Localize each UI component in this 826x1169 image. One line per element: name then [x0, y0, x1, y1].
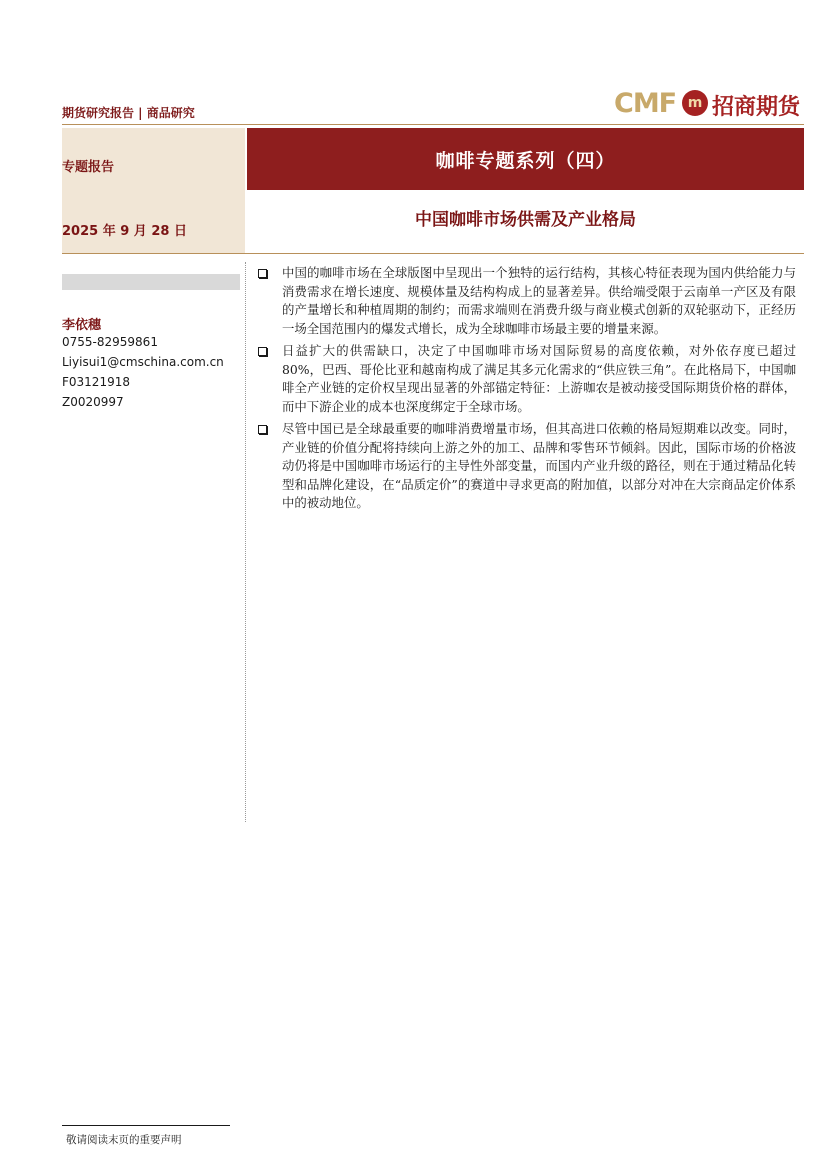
series-title-banner — [247, 128, 804, 190]
analyst-license-2: Z0020997 — [62, 395, 124, 409]
bullet-text: 尽管中国已是全球最重要的咖啡消费增量市场，但其高进口依赖的格局短期难以改变。同时，产业链的价值分配将持续向上游之外的加工、品牌和零售环节倾斜。因此，国际市场的价格波动仍将是中国咖啡市场运行的主导性外部变量，而国内产业升级的路径，则在于通过精品化转型和品牌化建设，在“品质定价”的赛道中寻求更高的附加值，以部分对冲在大宗商品定价体系中的被动地位。 — [282, 421, 796, 510]
sidebar-gray-bar — [62, 274, 240, 290]
checkbox-bullet-icon — [258, 269, 267, 278]
list-item — [256, 264, 796, 338]
bullet-text: 中国的咖啡市场在全球版图中呈现出一个独特的运行结构，其核心特征表现为国内供给能力与消费需求在增长速度、规模体量及结构构成上的显著差异。供给端受限于云南单一产区及有限的产量增长和种植周期的制约；而需求端则在消费升级与商业模式创新的双轮驱动下，正经历一场全国范围内的爆发式增长，成为全球咖啡市场最主要的增量来源。 — [282, 265, 796, 336]
list-item — [256, 342, 796, 416]
bullet-text: 日益扩大的供需缺口，决定了中国咖啡市场对国际贸易的高度依赖，对外依存度已超过 80%，巴西、哥伦比亚和越南构成了满足其多元化需求的“供应铁三角”。在此格局下，中国咖啡全产业链的定价权呈现出显著的外部锚定特征：上游咖农是被动接受国际期货价格的群体，而中下游企业的成本也深度绑定于全球市场。 — [282, 343, 796, 414]
analyst-name: 李依穗 — [62, 318, 102, 333]
summary-bullets — [256, 264, 796, 517]
checkbox-bullet-icon — [258, 425, 267, 434]
report-category: 期货研究报告 | 商品研究 — [62, 106, 195, 120]
report-date: 2025 年 9 月 28 日 — [62, 224, 187, 239]
footer-rule — [62, 1125, 230, 1126]
series-title: 咖啡专题系列（四） — [435, 149, 616, 172]
analyst-email[interactable]: Liyisui1@cmschina.com.cn — [62, 355, 224, 369]
logo-mark-icon: m — [682, 90, 708, 116]
sidebar-dotted-divider — [245, 262, 246, 822]
logo-latin: CMF — [614, 88, 677, 119]
analyst-license-1: F03121918 — [62, 375, 130, 389]
header-rule — [62, 124, 804, 125]
company-logo — [614, 88, 804, 120]
list-item — [256, 420, 796, 513]
main-title: 中国咖啡市场供需及产业格局 — [415, 210, 636, 230]
checkbox-bullet-icon — [258, 347, 267, 356]
analyst-phone: 0755-82959861 — [62, 335, 158, 349]
report-type-label: 专题报告 — [62, 160, 115, 175]
logo-chinese: 招商期货 — [712, 94, 801, 120]
footer-disclaimer: 敬请阅读末页的重要声明 — [66, 1134, 182, 1146]
title-rule — [62, 253, 804, 254]
